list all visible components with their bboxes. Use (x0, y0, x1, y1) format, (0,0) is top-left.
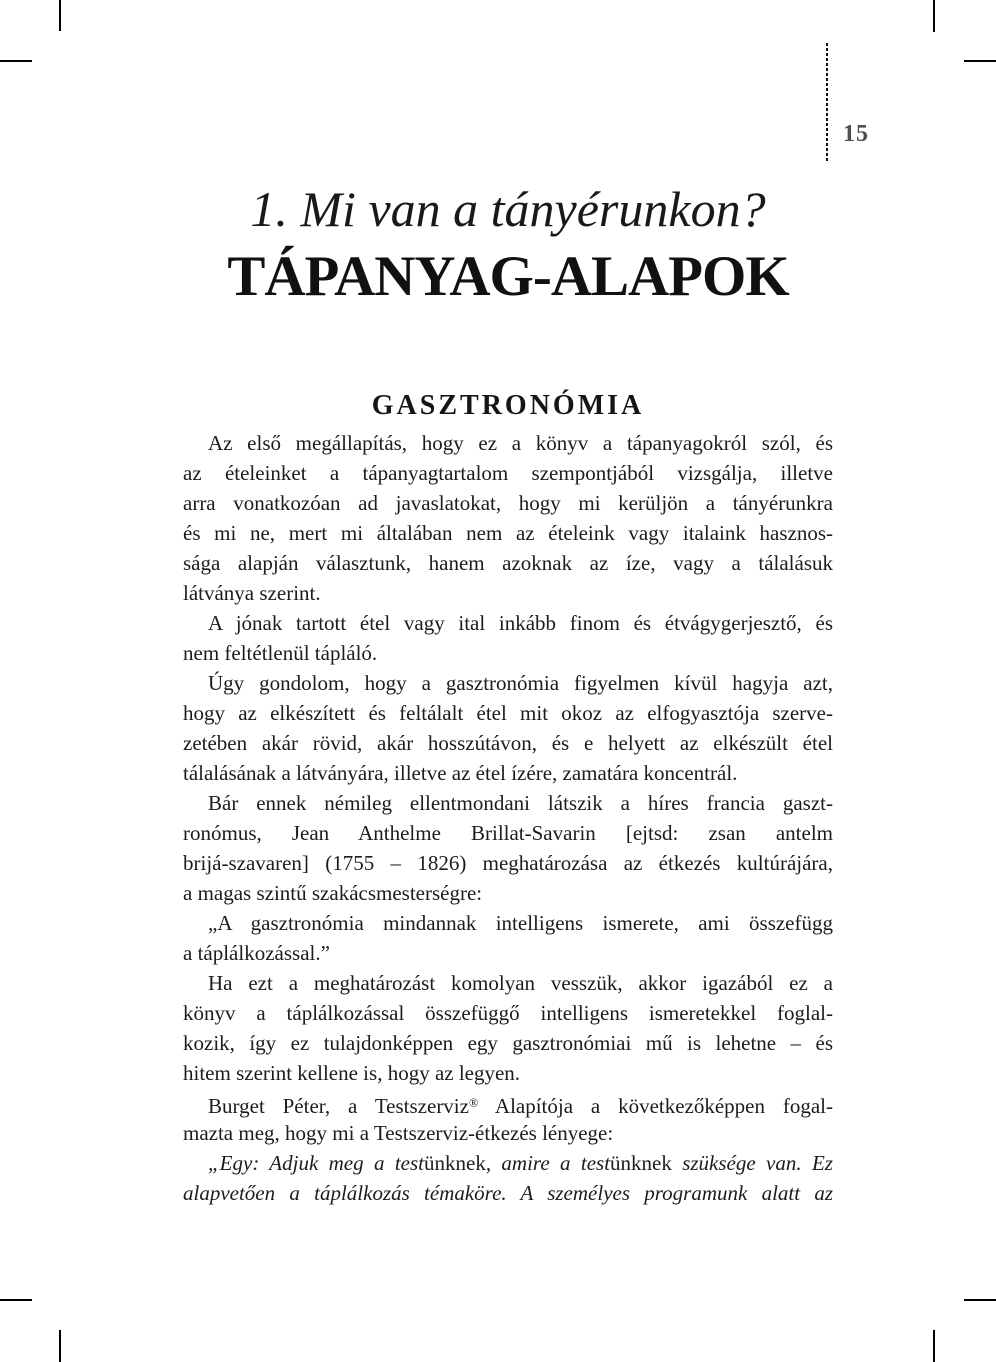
crop-mark-top-left-horizontal (0, 60, 32, 62)
crop-mark-top-right-horizontal (964, 60, 996, 62)
text-run: az ételeinket a tápanyagtartalom szempontjából vizsgálja, illetve (183, 461, 833, 485)
body-line (183, 518, 833, 548)
text-run: Bár ennek némileg ellentmondani látszik a híres francia gaszt- (208, 791, 833, 815)
crop-mark-bottom-right-vertical (933, 1330, 935, 1362)
text-run: arra vonatkozóan ad javaslatokat, hogy mi kerüljön a tányérunkra (183, 491, 833, 515)
body-line (183, 1058, 833, 1088)
body-line (183, 968, 833, 998)
registered-trademark-symbol: ® (468, 1096, 479, 1110)
body-line (183, 1118, 833, 1148)
text-run: Úgy gondolom, hogy a gasztronómia figyelmen kívül hagyja azt, (208, 671, 833, 695)
text-run: és mi ne, mert mi általában nem az ételeink vagy italaink hasznos- (183, 521, 833, 545)
body-line (183, 608, 833, 638)
body-line (183, 788, 833, 818)
chapter-title-question: 1. Mi van a tányérunkon? (250, 181, 766, 237)
text-run: a magas szintű szakácsmesterségre: (183, 881, 483, 905)
body-line (183, 938, 833, 968)
body-line (183, 668, 833, 698)
text-run: Burget Péter, a Testszerviz (208, 1094, 469, 1119)
text-run: hogy az elkészített és feltálalt étel mit okoz az elfogyasztója szerve- (183, 701, 833, 725)
body-text (183, 428, 833, 1208)
body-line (183, 638, 833, 668)
text-run: zetében akár rövid, akár hosszútávon, és e helyett az elkészült étel (183, 731, 833, 755)
body-line (183, 758, 833, 788)
section-heading: GASZTRONÓMIA (371, 390, 645, 421)
body-line (183, 488, 833, 518)
text-run: nem feltétlenül tápláló. (183, 641, 378, 665)
body-line (183, 1178, 833, 1208)
text-run: ünknek (424, 1151, 486, 1175)
text-run: mazta meg, hogy mi a Testszerviz-étkezés lényege: (183, 1121, 614, 1145)
text-run: tálalásának a látványára, illetve az étel ízére, zamatára koncentrál. (183, 761, 738, 785)
text-run: alapvetően a táplálkozás témaköre. A személyes programunk alatt az (183, 1181, 833, 1205)
text-run: szüksége van. Ez (671, 1151, 833, 1175)
body-line (183, 908, 833, 938)
text-run: Az első megállapítás, hogy ez a könyv a tápanyagokról szól, és (208, 431, 833, 455)
text-run: A jónak tartott étel vagy ital inkább finom és étvágygerjesztő, és (208, 611, 833, 635)
body-line (183, 818, 833, 848)
crop-mark-bottom-right-horizontal (964, 1299, 996, 1301)
text-run: a táplálkozással.” (183, 941, 330, 965)
text-run: Alapítója a következőképpen fogal- (478, 1094, 833, 1119)
text-run: , amire a test (485, 1151, 611, 1175)
page-number: 15 (843, 121, 869, 147)
crop-mark-bottom-left-horizontal (0, 1299, 32, 1301)
folio-dashed-rule (826, 43, 828, 161)
body-line (183, 878, 833, 908)
text-run: könyv a táplálkozással összefüggő intelligens ismeretekkel foglal- (183, 1001, 833, 1025)
crop-mark-bottom-left-vertical (59, 1330, 61, 1362)
crop-mark-top-right-vertical (933, 0, 935, 32)
text-run: brijá-szavaren] (1755 – 1826) meghatározása az étkezés kultúrájára, (183, 851, 833, 875)
body-line (183, 728, 833, 758)
body-line (183, 428, 833, 458)
body-line (183, 578, 833, 608)
body-line (183, 1028, 833, 1058)
body-line (183, 1088, 833, 1118)
text-run: látványa szerint. (183, 581, 321, 605)
text-run: „Egy: Adjuk meg a test (208, 1151, 424, 1175)
body-line (183, 1148, 833, 1178)
body-line (183, 458, 833, 488)
text-run: ronómus, Jean Anthelme Brillat-Savarin [ejtsd: zsan antelm (183, 821, 833, 845)
body-line (183, 998, 833, 1028)
text-run: kozik, így ez tulajdonképpen egy gasztronómiai mű is lehetne – és (183, 1031, 833, 1055)
text-run: sága alapján választunk, hanem azoknak az íze, vagy a tálalásuk (183, 551, 833, 575)
body-line (183, 698, 833, 728)
text-run: Ha ezt a meghatározást komolyan vesszük, akkor igazából ez a (208, 971, 833, 995)
text-run: „A gasztronómia mindannak intelligens ismerete, ami összefügg (208, 911, 833, 935)
body-line (183, 548, 833, 578)
text-run: ünknek (610, 1151, 672, 1175)
body-line (183, 848, 833, 878)
chapter-title-main: TÁPANYAG-ALAPOK (227, 245, 789, 308)
crop-mark-top-left-vertical (59, 0, 61, 31)
text-run: hitem szerint kellene is, hogy az legyen. (183, 1061, 521, 1085)
